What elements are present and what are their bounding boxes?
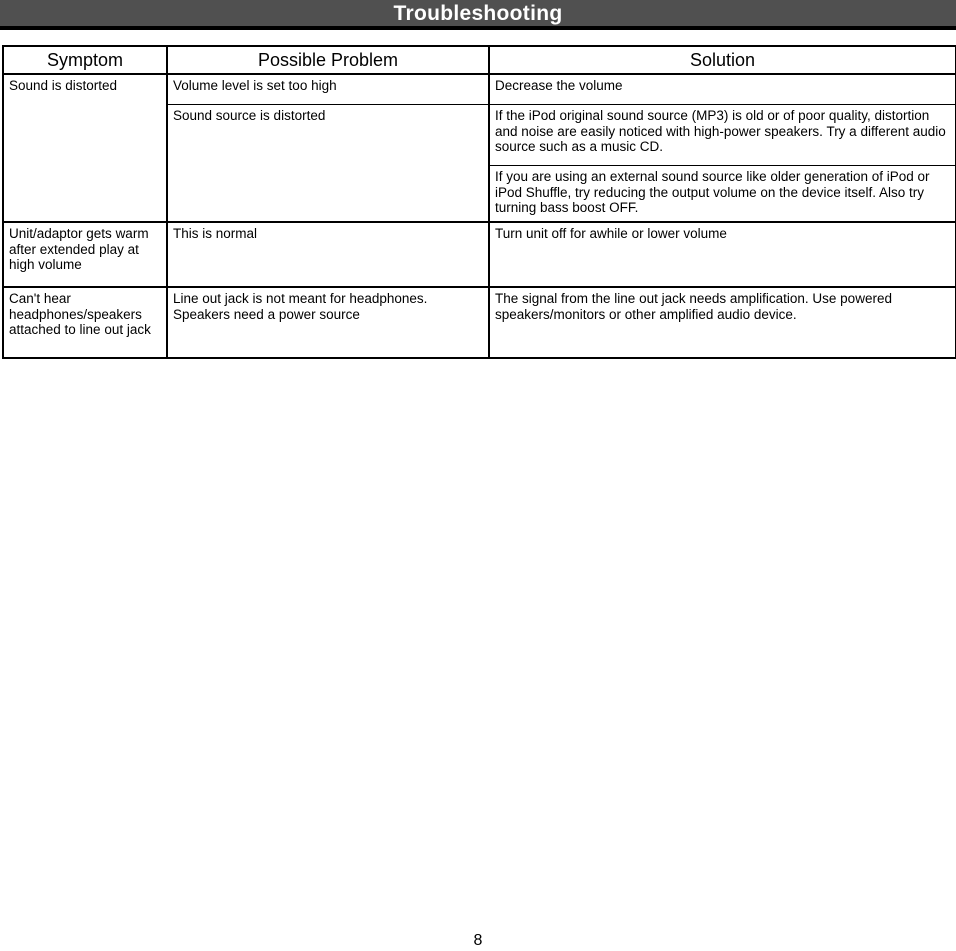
symptom-cell: Can't hear headphones/speakers attached to line out jack	[3, 287, 167, 358]
table-header-row	[3, 46, 956, 74]
symptom-cell: Sound is distorted	[3, 74, 167, 222]
header-symptom: Symptom	[3, 46, 167, 74]
solution-cell: If the iPod original sound source (MP3) is old or of poor quality, distortion and noise are easily noticed with high-power speakers. Try a different audio source such as a music CD.	[489, 105, 956, 166]
page-number: 8	[473, 932, 483, 949]
problem-cell: Volume level is set too high	[167, 74, 489, 105]
page-title: Troubleshooting	[393, 1, 563, 25]
solution-cell: Decrease the volume	[489, 74, 956, 105]
solution-cell: Turn unit off for awhile or lower volume	[489, 222, 956, 287]
problem-cell: Line out jack is not meant for headphones. Speakers need a power source	[167, 287, 489, 358]
table-row	[3, 222, 956, 287]
title-bar	[0, 0, 956, 30]
header-solution: Solution	[489, 46, 956, 74]
problem-cell: This is normal	[167, 222, 489, 287]
solution-cell: The signal from the line out jack needs amplification. Use powered speakers/monitors or other amplified audio device.	[489, 287, 956, 358]
solution-cell: If you are using an external sound source like older generation of iPod or iPod Shuffle, try reducing the output volume on the device itself. Also try turning bass boost OFF.	[489, 166, 956, 223]
table-row	[3, 74, 956, 105]
troubleshooting-table	[2, 45, 956, 359]
symptom-cell: Unit/adaptor gets warm after extended play at high volume	[3, 222, 167, 287]
table-row	[3, 287, 956, 358]
header-possible-problem: Possible Problem	[167, 46, 489, 74]
problem-cell: Sound source is distorted	[167, 105, 489, 223]
